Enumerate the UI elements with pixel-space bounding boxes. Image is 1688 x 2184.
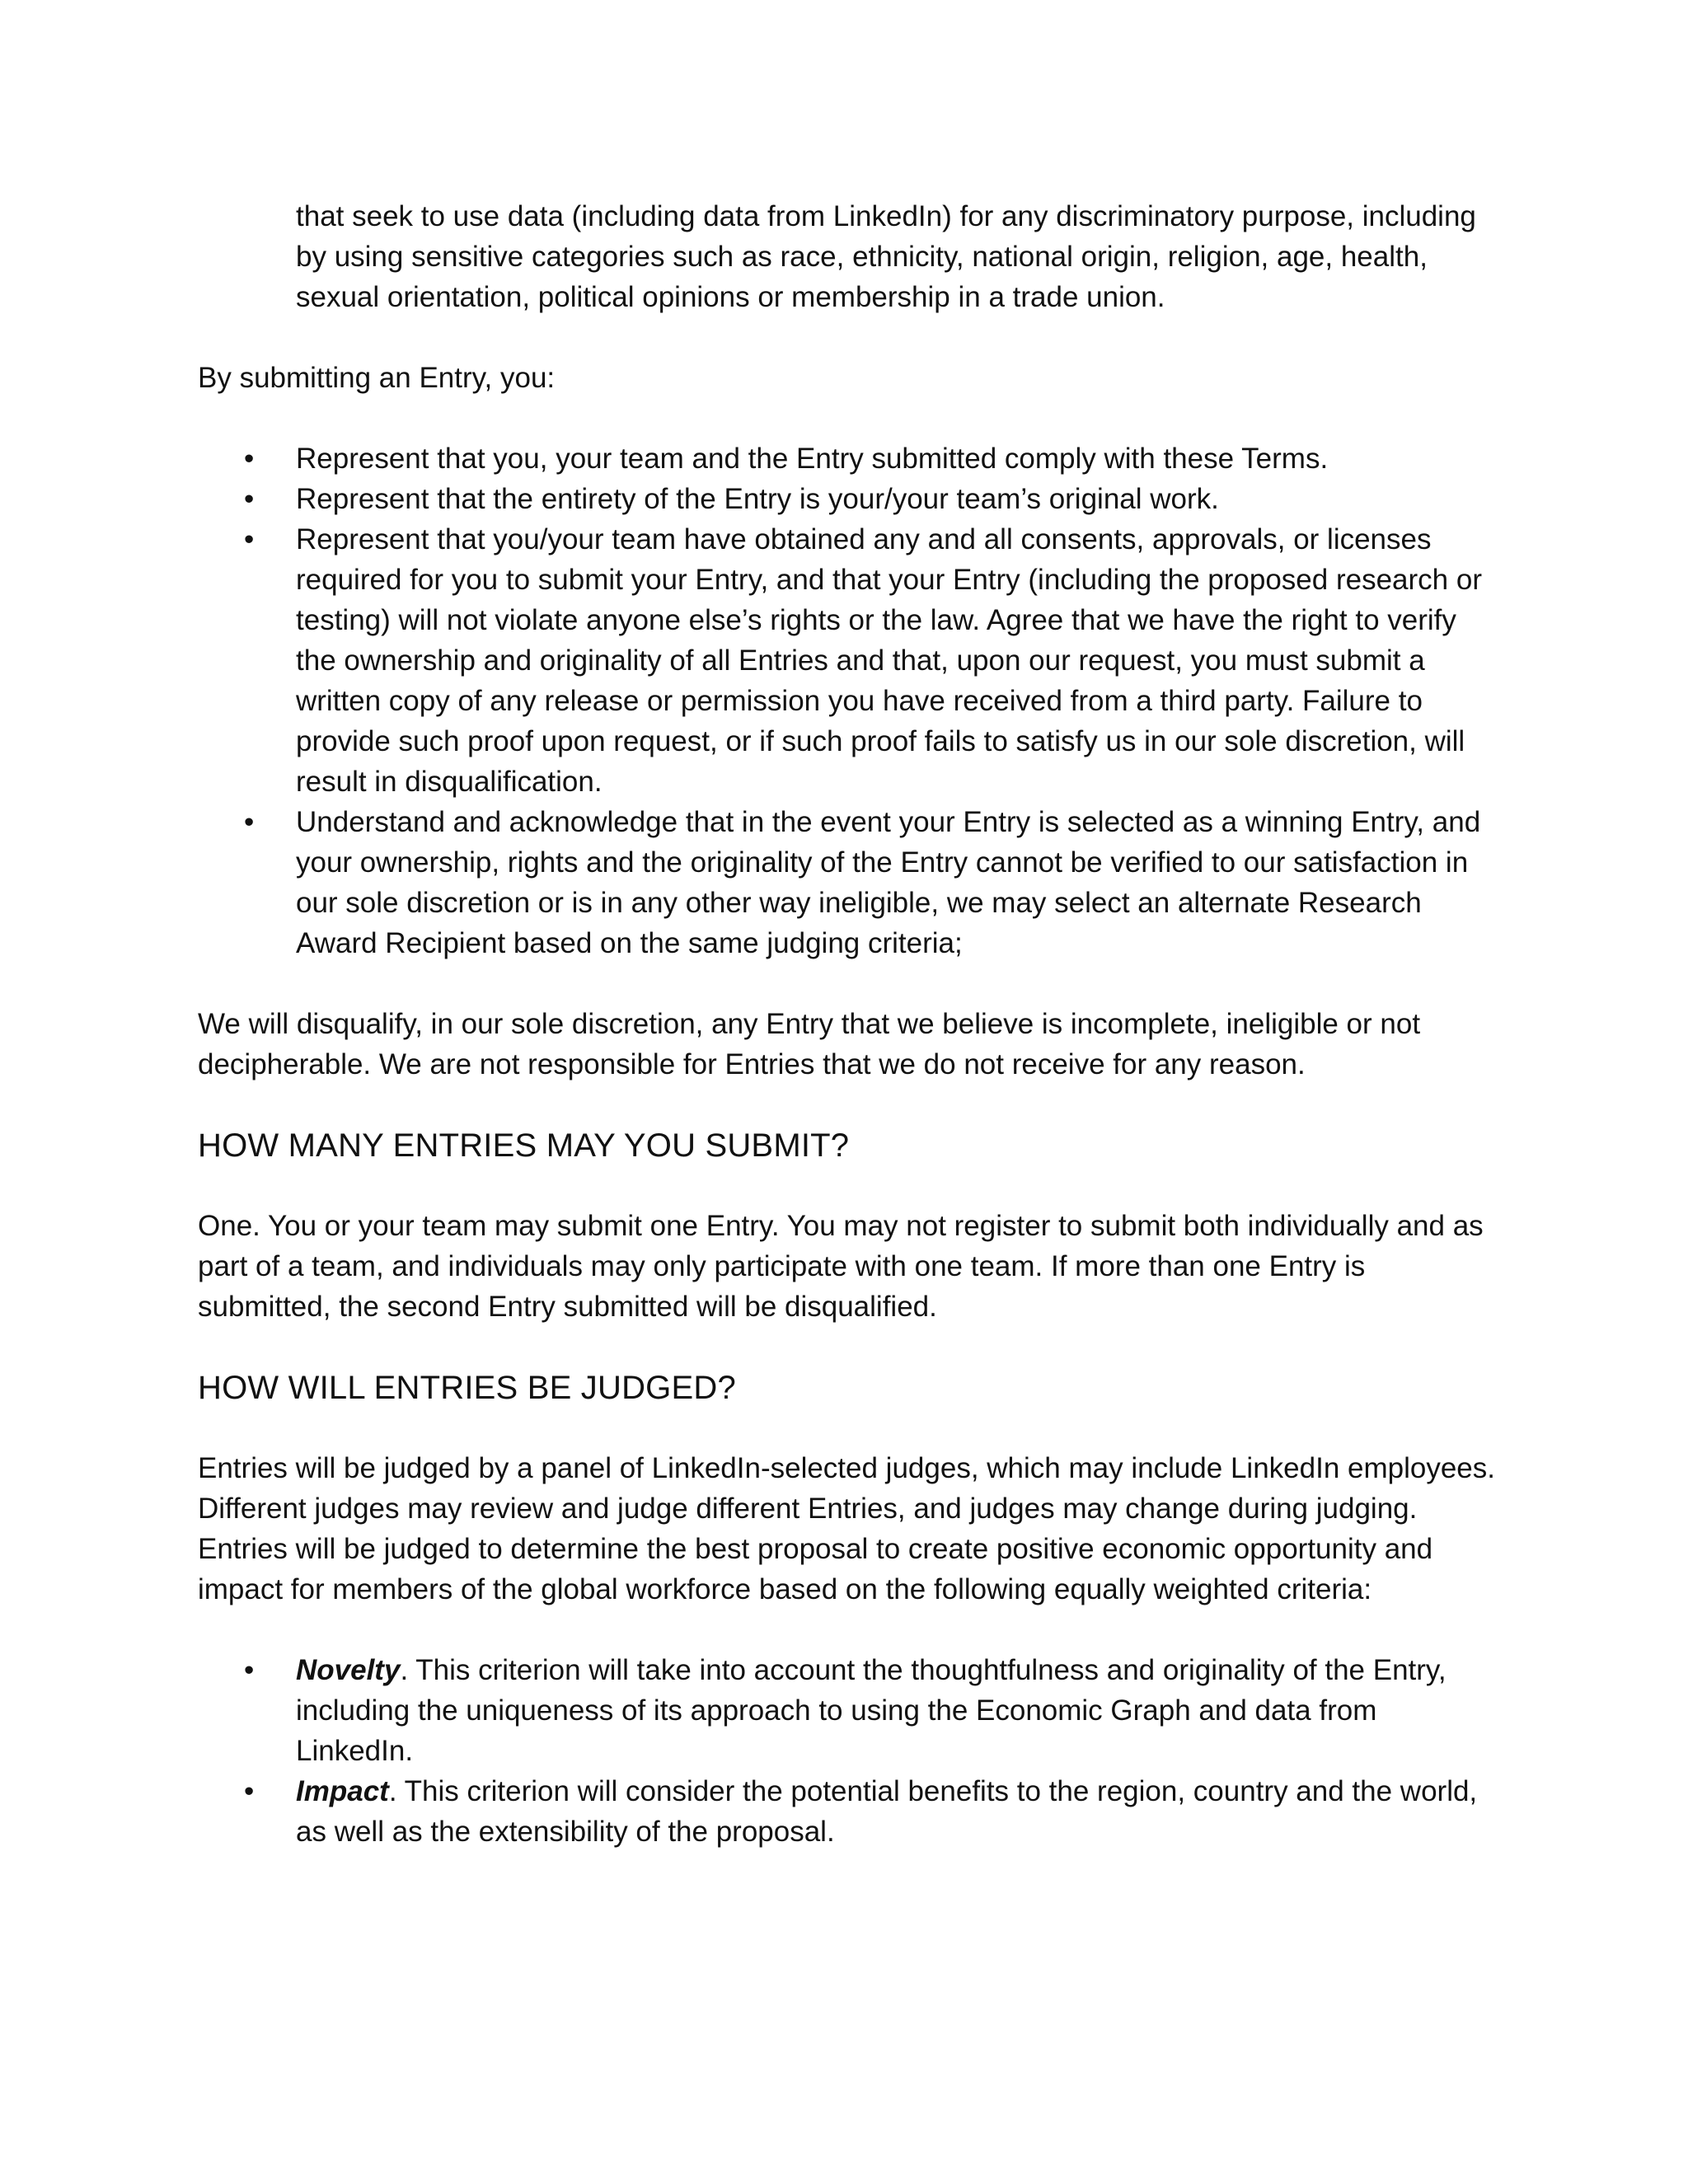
criterion-title: Novelty — [296, 1654, 401, 1686]
criterion-text: . This criterion will consider the potential benefits to the region, country and the world, as well as the extensibility of the proposal. — [296, 1775, 1478, 1848]
list-item — [198, 802, 1500, 963]
bullet-icon: • — [244, 443, 255, 475]
list-item-text: Represent that you/your team have obtained any and all consents, approvals, or licenses required for you to submit your Entry, and that your Entry (including the proposed research or testing) will not violate anyone else’s rights or the law. Agree that we have the right to verify the ownership and originality of all Entries and that, upon our request, you must submit a written copy of any release or permission you have received from a third party. Failure to provide such proof upon request, or if such proof fails to satisfy us in our sole discretion, will result in disqualification. — [296, 523, 1482, 798]
list-item — [198, 479, 1500, 519]
section-heading-judging: HOW WILL ENTRIES BE JUDGED? — [198, 1370, 736, 1406]
list-item-text: Represent that you, your team and the Entry submitted comply with these Terms. — [296, 443, 1329, 475]
disqualify-paragraph: We will disqualify, in our sole discretion, any Entry that we believe is incomplete, ineligible or not decipherable. We are not responsible for Entries that we do not receive for any reason. — [198, 1008, 1421, 1080]
list-item-text: Represent that the entirety of the Entry is your/your team’s original work. — [296, 483, 1219, 515]
bullet-icon: • — [244, 1775, 255, 1807]
list-item — [198, 438, 1500, 479]
bullet-icon: • — [244, 483, 255, 515]
bullet-icon: • — [244, 1654, 255, 1686]
list-item — [198, 1650, 1500, 1771]
entries-paragraph: One. You or your team may submit one Entry. You may not register to submit both individually and as part of a team, and individuals may only participate with one team. If more than one Entry is submitted, the second Entry submitted will be disqualified. — [198, 1210, 1484, 1323]
judging-paragraph: Entries will be judged by a panel of LinkedIn-selected judges, which may include LinkedIn employees. Different judges may review and judge different Entries, and judges may change during judging. Entries will be judged to determine the best proposal to create positive economic opportunity and impact for members of the global workforce based on the following equally weighted criteria: — [198, 1452, 1495, 1605]
section-heading-entries: HOW MANY ENTRIES MAY YOU SUBMIT? — [198, 1127, 850, 1164]
criteria-bullet-list — [198, 1650, 1500, 1852]
document-page — [198, 196, 1500, 1892]
criterion-text: . This criterion will take into account the thoughtfulness and originality of the Entry, including the uniqueness of its approach to using the Economic Graph and data from LinkedIn. — [296, 1654, 1447, 1767]
continued-paragraph: that seek to use data (including data from LinkedIn) for any discriminatory purpose, including by using sensitive categories such as race, ethnicity, national origin, religion, age, health, sexual orientation, political opinions or membership in a trade union. — [296, 200, 1476, 313]
list-item — [198, 519, 1500, 802]
bullet-icon: • — [244, 523, 255, 555]
submission-bullet-list — [198, 438, 1500, 963]
list-item — [198, 1771, 1500, 1852]
list-item-text: Understand and acknowledge that in the event your Entry is selected as a winning Entry, and your ownership, rights and the originality of the Entry cannot be verified to our satisfaction in our sole discretion or is in any other way ineligible, we may select an alternate Research Award Recipient based on the same judging criteria; — [296, 806, 1481, 959]
submission-intro: By submitting an Entry, you: — [198, 362, 556, 394]
bullet-icon: • — [244, 806, 255, 838]
criterion-title: Impact — [296, 1775, 389, 1807]
